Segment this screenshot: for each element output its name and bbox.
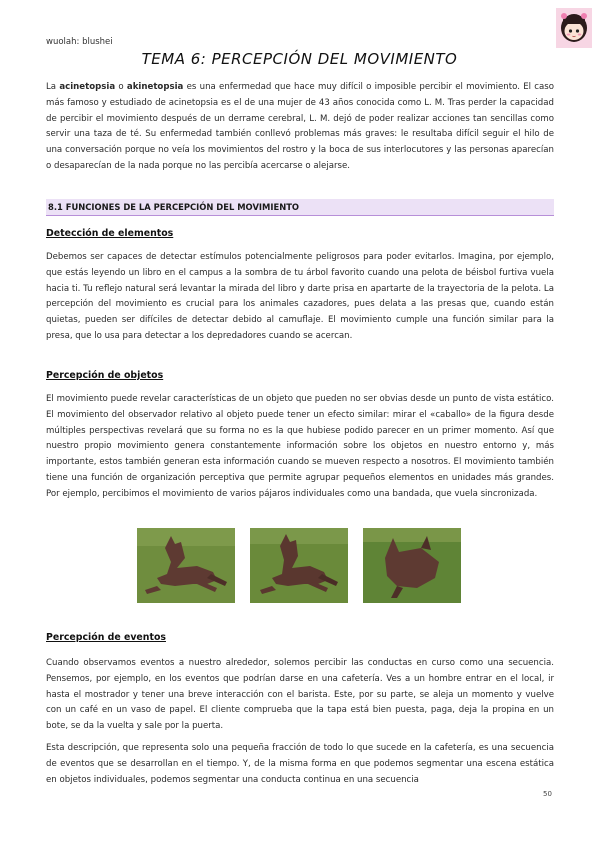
paragraph-objetos: El movimiento puede revelar características de un objeto que pueden no ser obvias desde un punto de vista estático. El movimiento del observador relativo al objeto puede tener un efecto similar: mirar el «caballo» de la figura desde múltiples perspectivas revelará que su forma no es la que hubiese podido parecer en un primer momento. Así que nuestro propio movimiento genera constantemente información sobre los objetos en nuestro entorno y, más importante, estos también generan esta información cuando se mueven respecto a nosotros. El movimiento también tiene una función de organización perceptiva que permite agrupar pequeños elementos en unidades más grandes. Por ejemplo, percibimos el movimiento de varios pájaros individuales como una bandada, que vuela sincronizada. — [46, 394, 554, 499]
heading-objetos: Percepción de objetos — [46, 370, 164, 381]
horse-figure — [137, 528, 467, 603]
section-heading: 8.1 FUNCIONES DE LA PERCEPCIÓN DEL MOVIMIENTO — [46, 199, 554, 216]
term-akinetopsia: akinetopsia — [126, 82, 184, 92]
heading-eventos: Percepción de eventos — [46, 632, 166, 643]
author-label: wuolah: blushei — [46, 37, 113, 47]
kawaii-girl-avatar-icon — [556, 8, 592, 48]
page-number: 50 — [543, 790, 552, 798]
page-title: TEMA 6: PERCEPCIÓN DEL MOVIMIENTO — [141, 50, 458, 68]
paragraph-eventos-2: Esta descripción, que representa solo una pequeña fracción de todo lo que sucede en la cafetería, es una secuencia de eventos que se desarrollan en el tiempo. Y, de la misma forma en que podemos segmentar una escena estática en objetos individuales, podemos segmentar una conducta continua en una secuencia — [46, 743, 554, 785]
paragraph-deteccion: Debemos ser capaces de detectar estímulos potencialmente peligrosos para poder evitarlos. Imagina, por ejemplo, que estás leyendo un libro en el campus a la sombra de tu árbol favorito cuando una pelota de béisbol furtiva vuela hacia ti. Tu reflejo natural será levantar la mirada del libro y darte prisa en apartarte de la trayectoria de la pelota. La percepción del movimiento es crucial para los animales cazadores, pues delata a las presas que, cuando están quietas, pueden ser difíciles de detectar debido al camuflaje. El movimiento cumple una función similar para la presa, que lo usa para detectar a los depredadores cuando se acercan. — [46, 252, 554, 341]
heading-deteccion: Detección de elementos — [46, 228, 174, 239]
paragraph-eventos-1: Cuando observamos eventos a nuestro alrededor, solemos percibir las conductas en curso como una secuencia. Pensemos, por ejemplo, en los eventos que podrían darse en una cafetería. Ves a un hombre entrar en el local, ir hasta el mostrador y tener una breve interacción con el barista. Este, por su parte, se aleja un momento y vuelve con un café en un vaso de papel. El cliente comprueba que la tapa está bien puesta, paga, deja la propina en un bote, se da la vuelta y sale por la puerta. — [46, 658, 554, 732]
horse-photo-2 — [250, 528, 348, 603]
intro-paragraph: La acinetopsia o akinetopsia es una enfermedad que hace muy difícil o imposible percibir el movimiento. El caso más famoso y estudiado de acinetopsia es el de una mujer de 43 años conocida como L. M. Tras perder la capacidad de percibir el movimiento después de un derrame cerebral, L. M. dejó de poder realizar acciones tan sencillas como servir una taza de té. Su enfermedad también conllevó problemas más graves: le resultaba difícil seguir el hilo de una conversación porque no veía los movimientos del rostro y la boca de sus interlocutores y las personas aparecían o desaparecían de la nada porque no las percibía acercarse o alejarse. — [46, 82, 554, 171]
horse-photo-3 — [363, 528, 461, 603]
horse-photo-1 — [137, 528, 235, 603]
term-acinetopsia: acinetopsia — [59, 82, 116, 92]
